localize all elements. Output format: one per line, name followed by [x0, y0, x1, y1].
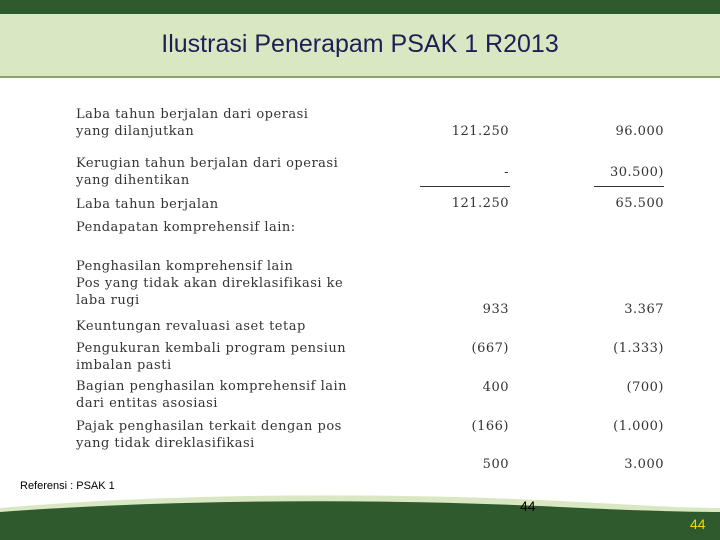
row-value-col2: (1.000): [613, 419, 664, 434]
row-value-col1: 933: [482, 302, 509, 317]
row-value-col1: -: [504, 165, 509, 180]
slide-title: Ilustrasi Penerapam PSAK 1 R2013: [161, 30, 559, 58]
page-number-corner: 44: [690, 516, 706, 532]
row-label: Kerugian tahun berjalan dari operasi yang dihentikan: [76, 156, 339, 188]
row-value-col1: 121.250: [451, 124, 509, 139]
row-label: Pajak penghasilan terkait dengan pos yang tidak direklasifikasi: [76, 419, 342, 451]
row-value-col1: 500: [482, 457, 509, 472]
footer-wave: [0, 490, 720, 540]
row-value-col1: 121.250: [451, 196, 509, 211]
row-value-col2: 3.000: [624, 457, 664, 472]
subtotal-rule: [420, 186, 510, 187]
row-label: Penghasilan komprehensif lain Pos yang tidak akan direklasifikasi ke laba rugi: [76, 259, 344, 308]
subtotal-rule: [594, 186, 664, 187]
row-value-col2: 30.500): [609, 165, 664, 180]
row-value-col1: (667): [471, 341, 509, 356]
top-bar: [0, 0, 720, 14]
row-value-col1: 400: [482, 380, 509, 395]
title-divider: [0, 76, 720, 78]
row-value-col2: 65.500: [615, 196, 664, 211]
page-number-center: 44: [520, 498, 536, 514]
row-value-col2: (700): [626, 380, 664, 395]
row-label: Bagian penghasilan komprehensif lain dari entitas asosiasi: [76, 379, 348, 411]
row-label: Pendapatan komprehensif lain:: [76, 220, 296, 235]
row-value-col2: 96.000: [615, 124, 664, 139]
row-label: Keuntungan revaluasi aset tetap: [76, 319, 306, 334]
row-value-col2: (1.333): [613, 341, 664, 356]
row-label: Laba tahun berjalan: [76, 197, 219, 212]
reference-note: Referensi : PSAK 1: [20, 480, 115, 492]
row-value-col1: (166): [471, 419, 509, 434]
financial-statement-table: [70, 100, 680, 472]
row-label: Pengukuran kembali program pensiun imbalan pasti: [76, 341, 347, 373]
row-label: Laba tahun berjalan dari operasi yang dilanjutkan: [76, 107, 309, 139]
row-value-col2: 3.367: [624, 302, 664, 317]
